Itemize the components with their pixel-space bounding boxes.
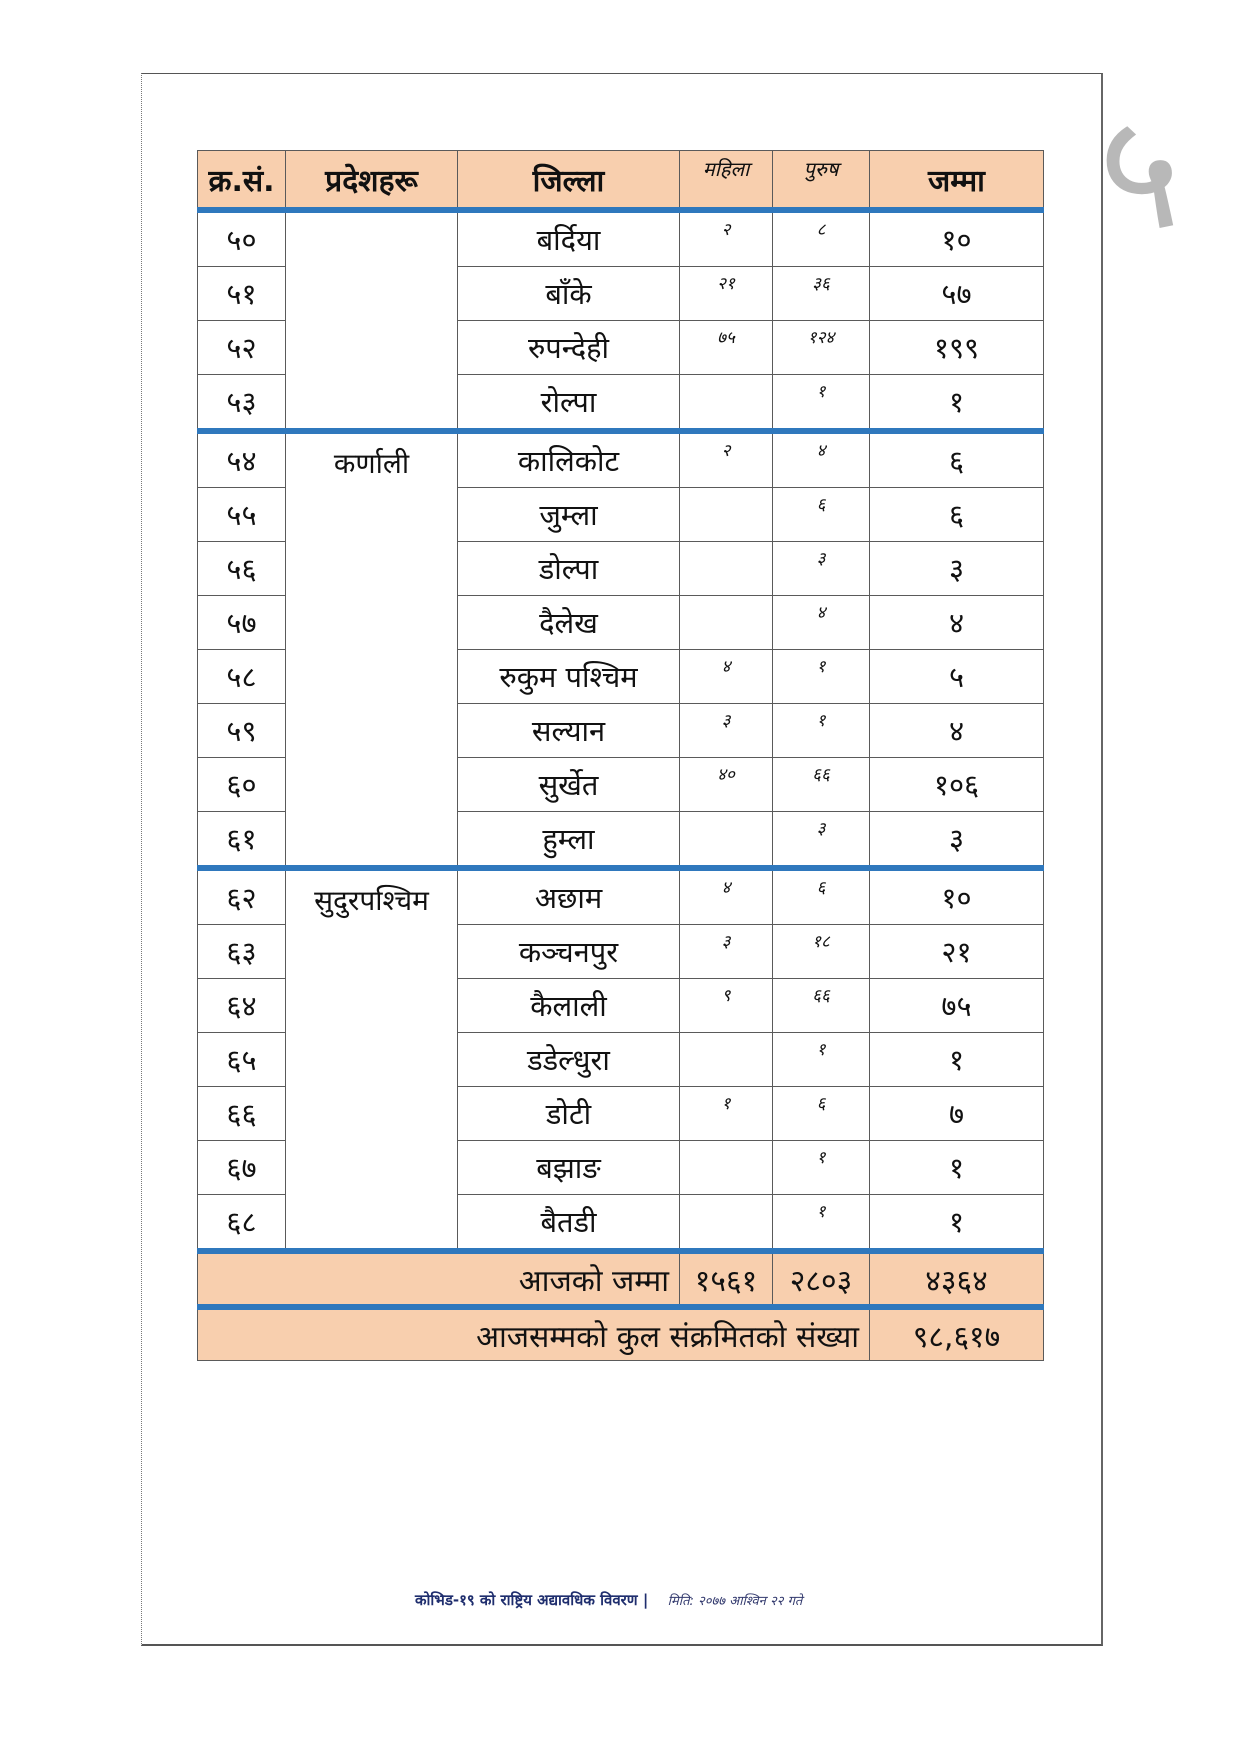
cell-male: १ [773, 704, 870, 758]
today-total-total: ४३६४ [870, 1251, 1044, 1307]
cell-male: १२४ [773, 321, 870, 375]
cell-male: ६ [773, 868, 870, 925]
cell-sn: ५३ [198, 375, 286, 432]
cell-sn: ६७ [198, 1141, 286, 1195]
cumulative-label: आजसम्मको कुल संक्रमितको संख्या [198, 1307, 870, 1361]
cell-sn: ६८ [198, 1195, 286, 1252]
cumulative-row [198, 1307, 1044, 1361]
cell-female: ३ [680, 925, 773, 979]
cumulative-value: ९८,६१७ [870, 1307, 1044, 1361]
cell-male: ३ [773, 542, 870, 596]
cell-sn: ५६ [198, 542, 286, 596]
cell-district: कञ्चनपुर [458, 925, 680, 979]
cell-female [680, 1195, 773, 1252]
cell-male: ६६ [773, 758, 870, 812]
table-row [198, 431, 1044, 488]
cell-sn: ६६ [198, 1087, 286, 1141]
cell-total: २१ [870, 925, 1044, 979]
cell-male: ४ [773, 596, 870, 650]
cell-district: डोल्पा [458, 542, 680, 596]
cell-district: बैतडी [458, 1195, 680, 1252]
cell-male: ३६ [773, 267, 870, 321]
table-row [198, 868, 1044, 925]
cell-female: २१ [680, 267, 773, 321]
cell-female [680, 1033, 773, 1087]
cell-district: कालिकोट [458, 431, 680, 488]
page-number: ५ [1098, 78, 1182, 265]
cell-sn: ५९ [198, 704, 286, 758]
cell-province [286, 210, 458, 431]
cell-female: ३ [680, 704, 773, 758]
cell-district: डडेल्धुरा [458, 1033, 680, 1087]
cell-district: कैलाली [458, 979, 680, 1033]
cell-province: सुदुरपश्चिम [286, 868, 458, 1251]
cell-female [680, 488, 773, 542]
cell-male: ४ [773, 431, 870, 488]
footer-date: मिति: २०७७ आश्विन २२ गते [667, 1594, 803, 1609]
table-header-row [198, 151, 1044, 211]
today-total-female: १५६१ [680, 1251, 773, 1307]
cell-total: १ [870, 1141, 1044, 1195]
cell-sn: ५८ [198, 650, 286, 704]
cell-district: सल्यान [458, 704, 680, 758]
cell-total: १ [870, 1033, 1044, 1087]
cell-male: १ [773, 375, 870, 432]
cell-district: बझाङ [458, 1141, 680, 1195]
cell-female: १ [680, 1087, 773, 1141]
cell-sn: ५१ [198, 267, 286, 321]
header-province: प्रदेशहरू [286, 151, 458, 211]
cell-total: १ [870, 1195, 1044, 1252]
cell-sn: ५४ [198, 431, 286, 488]
cell-male: १८ [773, 925, 870, 979]
cell-male: १ [773, 1195, 870, 1252]
today-total-male: २८०३ [773, 1251, 870, 1307]
cell-sn: ६२ [198, 868, 286, 925]
today-total-row [198, 1251, 1044, 1307]
cell-male: ३ [773, 812, 870, 869]
cell-district: रोल्पा [458, 375, 680, 432]
cell-total: ५७ [870, 267, 1044, 321]
cell-district: बर्दिया [458, 210, 680, 267]
cell-total: १ [870, 375, 1044, 432]
cell-sn: ५५ [198, 488, 286, 542]
cell-male: ८ [773, 210, 870, 267]
cell-total: ४ [870, 596, 1044, 650]
cell-total: ७ [870, 1087, 1044, 1141]
cell-female: २ [680, 431, 773, 488]
cell-district: रुपन्देही [458, 321, 680, 375]
cell-male: १ [773, 650, 870, 704]
cell-female [680, 1141, 773, 1195]
cell-province: कर्णाली [286, 431, 458, 868]
cell-sn: ५२ [198, 321, 286, 375]
cell-sn: ६१ [198, 812, 286, 869]
cell-sn: ६५ [198, 1033, 286, 1087]
cell-district: बाँके [458, 267, 680, 321]
cell-total: ४ [870, 704, 1044, 758]
cell-female: ४० [680, 758, 773, 812]
cell-female [680, 596, 773, 650]
cell-total: १० [870, 868, 1044, 925]
cell-male: ६ [773, 488, 870, 542]
cell-total: ६ [870, 431, 1044, 488]
cell-district: दैलेख [458, 596, 680, 650]
cell-male: ६६ [773, 979, 870, 1033]
cell-male: ६ [773, 1087, 870, 1141]
cell-female [680, 812, 773, 869]
cell-female: ९ [680, 979, 773, 1033]
header-district: जिल्ला [458, 151, 680, 211]
cell-female [680, 375, 773, 432]
header-female: महिला [680, 151, 773, 211]
table-row [198, 210, 1044, 267]
header-total: जम्मा [870, 151, 1044, 211]
cell-district: सुर्खेत [458, 758, 680, 812]
footer-title: कोभिड-१९ को राष्ट्रिय अद्यावधिक विवरण | [415, 1591, 649, 1609]
cell-district: जुम्ला [458, 488, 680, 542]
cell-total: ६ [870, 488, 1044, 542]
cell-sn: ६३ [198, 925, 286, 979]
district-cases-table [197, 150, 1044, 1361]
cell-sn: ५० [198, 210, 286, 267]
cell-sn: ५७ [198, 596, 286, 650]
cell-female: ४ [680, 650, 773, 704]
header-male: पुरुष [773, 151, 870, 211]
cell-total: ३ [870, 542, 1044, 596]
cell-total: १० [870, 210, 1044, 267]
cell-female: ७५ [680, 321, 773, 375]
table-body [198, 210, 1044, 1251]
cell-male: १ [773, 1141, 870, 1195]
cell-sn: ६० [198, 758, 286, 812]
cell-total: ५ [870, 650, 1044, 704]
cell-district: अछाम [458, 868, 680, 925]
cell-sn: ६४ [198, 979, 286, 1033]
header-sn: क्र.सं. [198, 151, 286, 211]
cell-district: हुम्ला [458, 812, 680, 869]
cell-female [680, 542, 773, 596]
cell-total: १०६ [870, 758, 1044, 812]
cell-total: १९९ [870, 321, 1044, 375]
cell-total: ७५ [870, 979, 1044, 1033]
cell-female: ४ [680, 868, 773, 925]
cell-district: डोटी [458, 1087, 680, 1141]
cell-total: ३ [870, 812, 1044, 869]
today-total-label: आजको जम्मा [198, 1251, 680, 1307]
page-footer [415, 1590, 802, 1610]
cell-district: रुकुम पश्चिम [458, 650, 680, 704]
cell-female: २ [680, 210, 773, 267]
cell-male: १ [773, 1033, 870, 1087]
